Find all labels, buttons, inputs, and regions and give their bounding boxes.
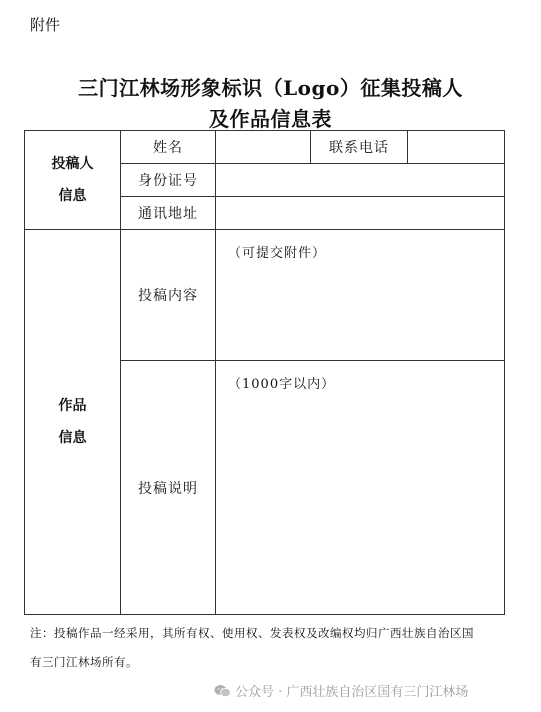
submission-description-hint: （1000字以内） bbox=[228, 377, 336, 392]
submission-form-table bbox=[24, 130, 505, 615]
id-number-field[interactable] bbox=[216, 164, 505, 197]
submission-description-field[interactable] bbox=[216, 361, 505, 615]
address-label: 通讯地址 bbox=[121, 197, 216, 230]
footnote-line-1: 注：投稿作品一经采用，其所有权、使用权、发表权及改编权均归广西壮族自治区国 bbox=[30, 626, 474, 640]
form-title-line-2: 及作品信息表 bbox=[209, 107, 332, 131]
footnote-line-2: 有三门江林场所有。 bbox=[30, 655, 138, 669]
wechat-watermark bbox=[214, 681, 468, 700]
phone-label: 联系电话 bbox=[311, 131, 408, 164]
submission-content-field[interactable] bbox=[216, 230, 505, 361]
work-section-line-1: 作品 bbox=[58, 398, 87, 414]
work-info-section bbox=[25, 230, 121, 615]
form-title-line-1: 三门江林场形象标识（Logo）征集投稿人 bbox=[78, 76, 463, 100]
submission-content-label: 投稿内容 bbox=[121, 230, 216, 361]
work-section-line-2: 信息 bbox=[58, 430, 87, 446]
wechat-icon bbox=[214, 684, 231, 698]
submitter-info-section bbox=[25, 131, 121, 230]
submission-content-hint: （可提交附件） bbox=[228, 246, 327, 261]
submitter-section-line-1: 投稿人 bbox=[51, 156, 94, 172]
submission-description-label: 投稿说明 bbox=[121, 361, 216, 615]
address-field[interactable] bbox=[216, 197, 505, 230]
watermark-text: 公众号 · 广西壮族自治区国有三门江林场 bbox=[235, 685, 469, 700]
attachment-label: 附件 bbox=[30, 16, 61, 34]
name-field[interactable] bbox=[216, 131, 311, 164]
submitter-section-line-2: 信息 bbox=[58, 188, 87, 204]
name-label: 姓名 bbox=[121, 131, 216, 164]
id-number-label: 身份证号 bbox=[121, 164, 216, 197]
phone-field[interactable] bbox=[408, 131, 505, 164]
